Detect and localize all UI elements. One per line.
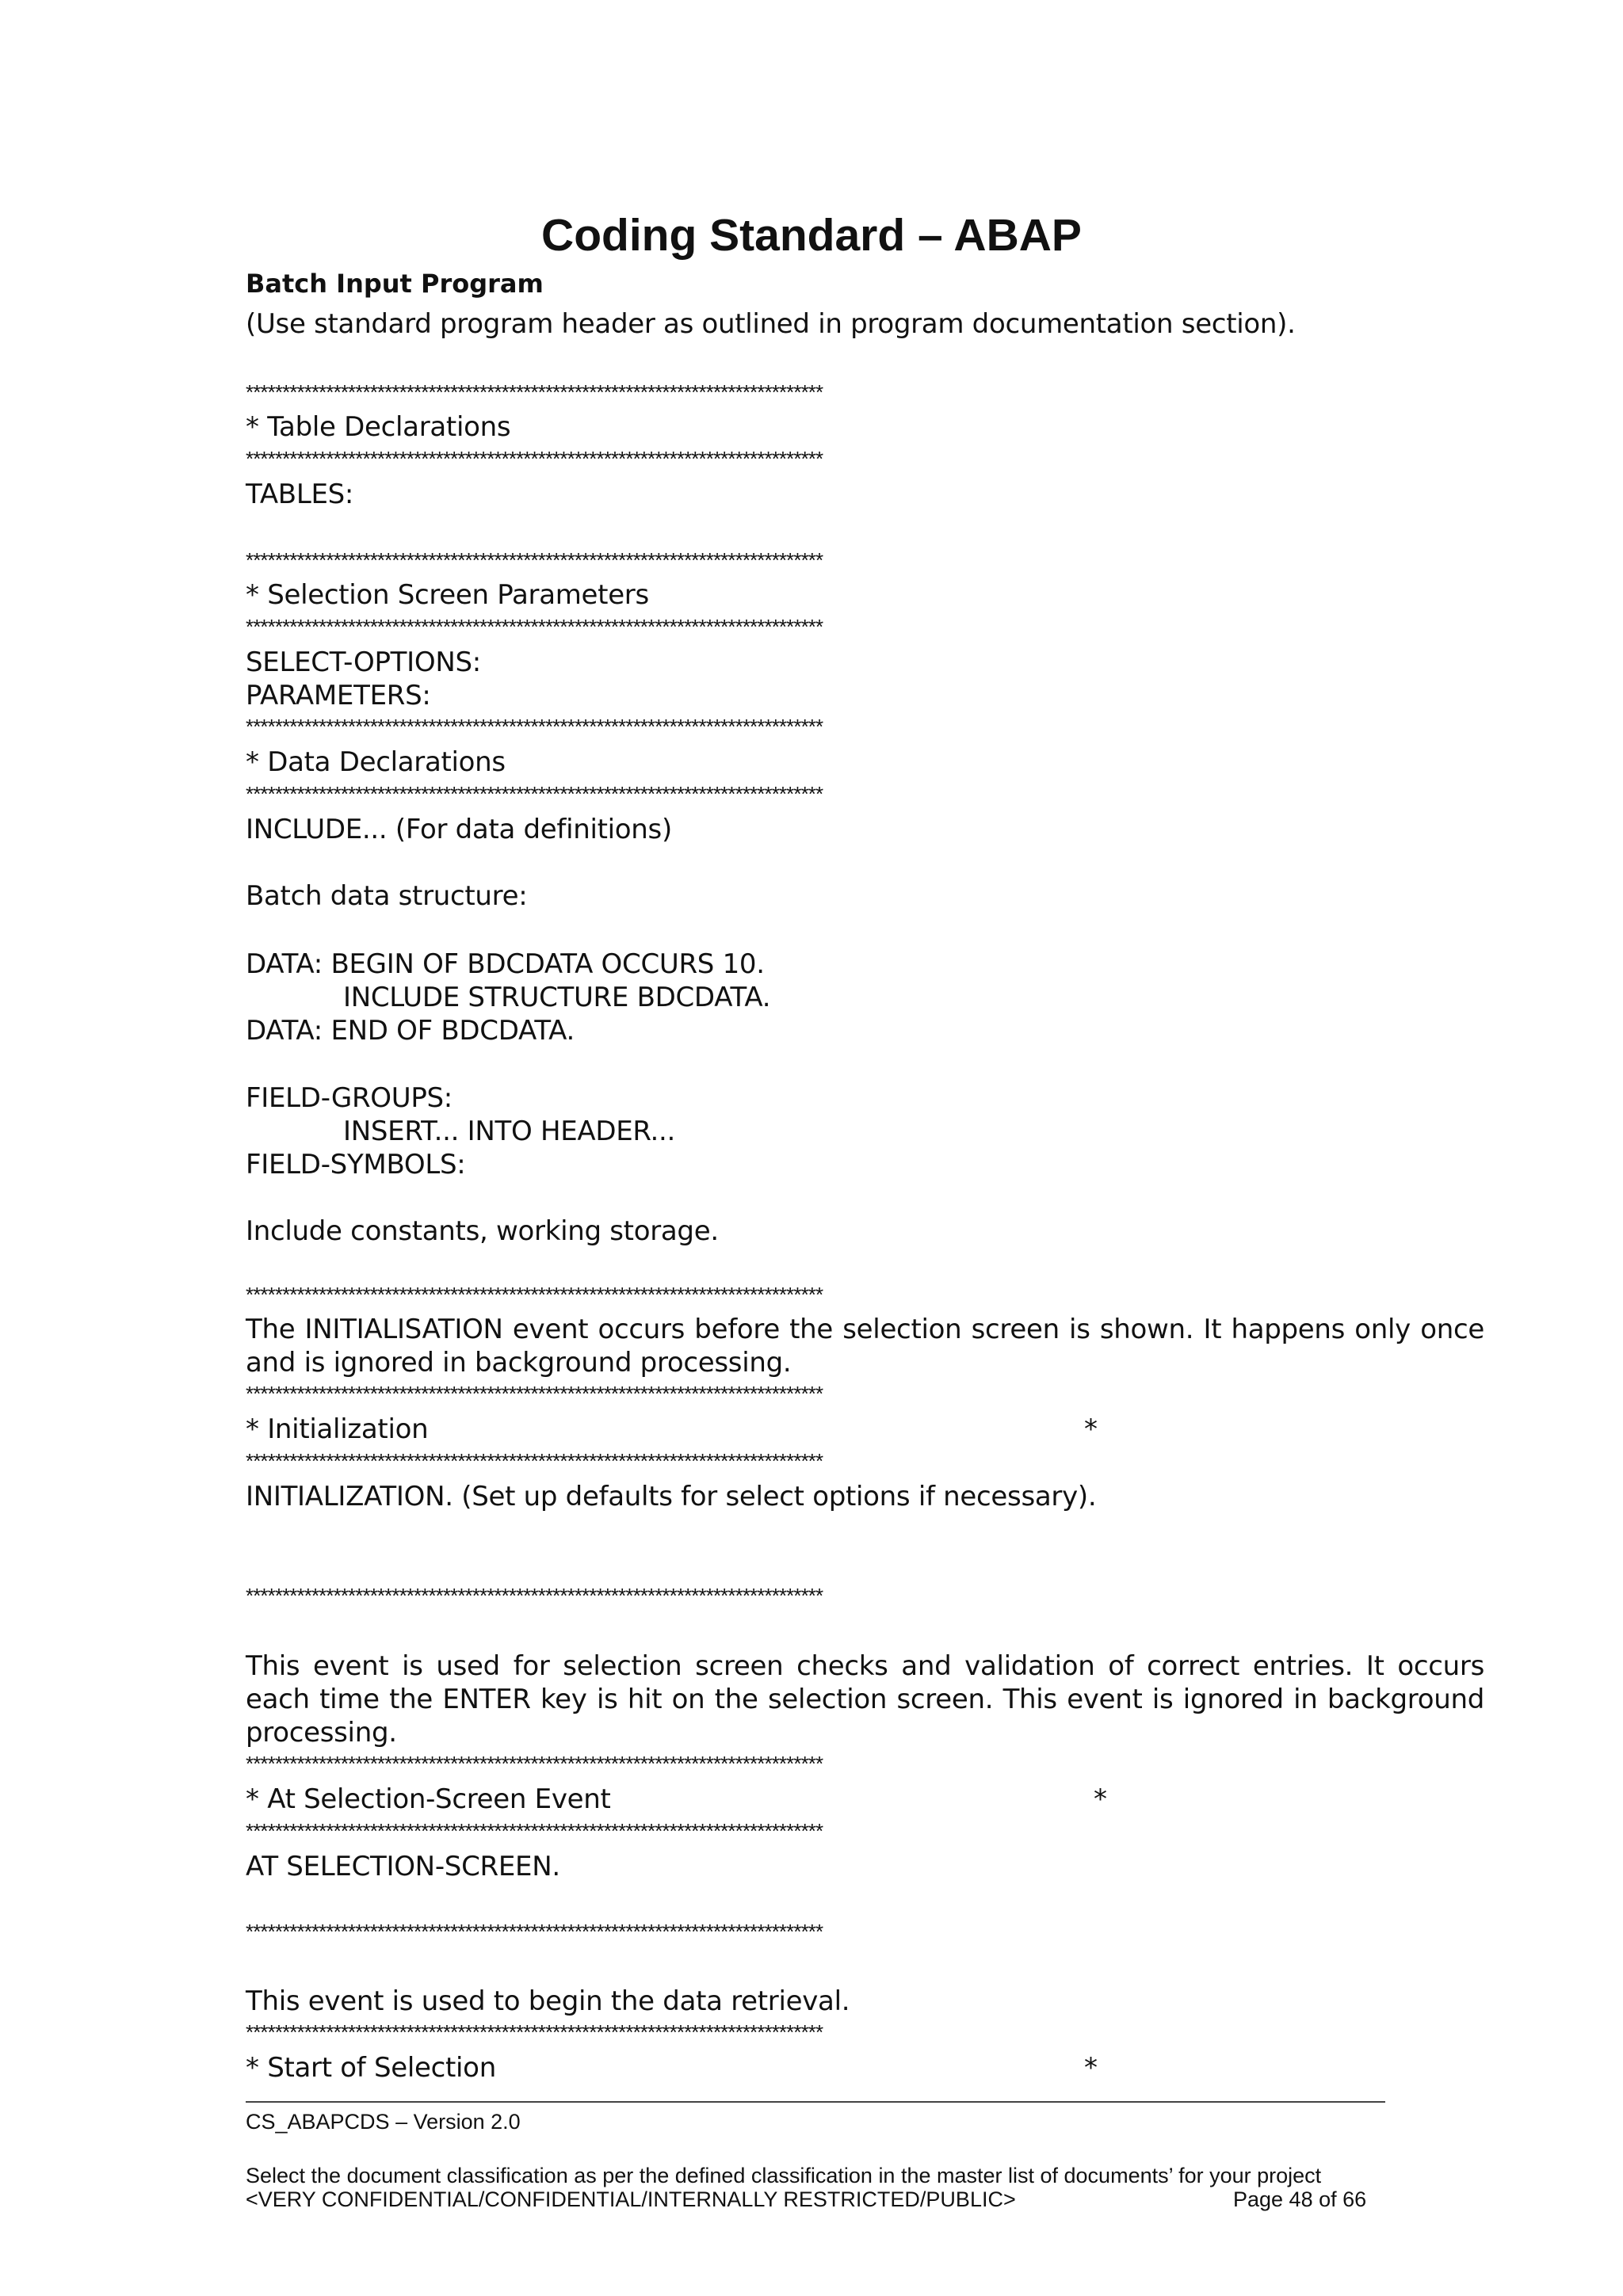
- code-include: INCLUDE... (For data definitions): [246, 814, 672, 845]
- initialization-description: The INITIALISATION event occurs before the selection screen is shown. It happens only once and is ignored in background processing.: [246, 1314, 1484, 1379]
- comment-separator: *******************************************************************************: [246, 1587, 823, 1604]
- comment-separator: *******************************************************************************: [246, 1385, 823, 1402]
- comment-separator: *******************************************************************************: [246, 1923, 823, 1940]
- comment-at-selection-screen: * At Selection-Screen Event: [246, 1783, 611, 1815]
- comment-separator: *******************************************************************************: [246, 718, 823, 735]
- comment-separator: *******************************************************************************: [246, 1755, 823, 1772]
- code-tables: TABLES:: [246, 479, 354, 510]
- comment-data-declarations: * Data Declarations: [246, 746, 506, 778]
- code-data-end: DATA: END OF BDCDATA.: [246, 1015, 575, 1047]
- comment-separator: *******************************************************************************: [246, 2023, 823, 2041]
- comment-separator: *******************************************************************************: [246, 551, 823, 569]
- intro-text: (Use standard program header as outlined in program documentation section).: [246, 308, 1296, 340]
- start-selection-description: This event is used to begin the data retrieval.: [246, 1985, 850, 2017]
- page-title: Coding Standard – ABAP: [541, 210, 1082, 261]
- code-field-symbols: FIELD-SYMBOLS:: [246, 1149, 466, 1180]
- comment-end-marker: *: [1084, 1413, 1098, 1445]
- comment-separator: *******************************************************************************: [246, 450, 823, 467]
- comment-separator: *******************************************************************************: [246, 1286, 823, 1303]
- code-include-structure: INCLUDE STRUCTURE BDCDATA.: [343, 982, 771, 1013]
- code-select-options: SELECT-OPTIONS:: [246, 646, 481, 678]
- code-parameters: PARAMETERS:: [246, 680, 431, 711]
- text-include-constants: Include constants, working storage.: [246, 1215, 719, 1247]
- comment-separator: *******************************************************************************: [246, 1452, 823, 1470]
- comment-separator: *******************************************************************************: [246, 618, 823, 635]
- footer-classification-note: Select the document classification as per the defined classification in the master list of documents’ for your project: [246, 2164, 1322, 2187]
- code-insert-into: INSERT... INTO HEADER...: [343, 1116, 676, 1147]
- footer-classification-levels: <VERY CONFIDENTIAL/CONFIDENTIAL/INTERNALLY RESTRICTED/PUBLIC>: [246, 2187, 1016, 2211]
- text-batch-structure: Batch data structure:: [246, 880, 528, 912]
- comment-table-declarations: * Table Declarations: [246, 411, 511, 443]
- footer-page-number: Page 48 of 66: [1233, 2187, 1367, 2211]
- code-field-groups: FIELD-GROUPS:: [246, 1082, 453, 1114]
- comment-selection-screen-parameters: * Selection Screen Parameters: [246, 579, 649, 611]
- comment-end-marker: *: [1094, 1783, 1107, 1815]
- comment-end-marker: *: [1084, 2052, 1098, 2084]
- footer-doc-id: CS_ABAPCDS – Version 2.0: [246, 2110, 521, 2134]
- section-heading: Batch Input Program: [246, 269, 544, 299]
- comment-initialization: * Initialization: [246, 1413, 429, 1445]
- footer-divider: [246, 2101, 1385, 2103]
- at-selection-description: This event is used for selection screen checks and validation of correct entries. It occurs each time the ENTER key is hit on the selection screen. This event is ignored in background processing.: [246, 1650, 1484, 1749]
- comment-separator: *******************************************************************************: [246, 1822, 823, 1840]
- code-at-selection-screen: AT SELECTION-SCREEN.: [246, 1851, 560, 1882]
- comment-separator: *******************************************************************************: [246, 785, 823, 803]
- code-initialization: INITIALIZATION. (Set up defaults for select options if necessary).: [246, 1481, 1097, 1512]
- comment-start-of-selection: * Start of Selection: [246, 2052, 496, 2084]
- comment-separator: *******************************************************************************: [246, 383, 823, 401]
- code-data-begin: DATA: BEGIN OF BDCDATA OCCURS 10.: [246, 948, 765, 980]
